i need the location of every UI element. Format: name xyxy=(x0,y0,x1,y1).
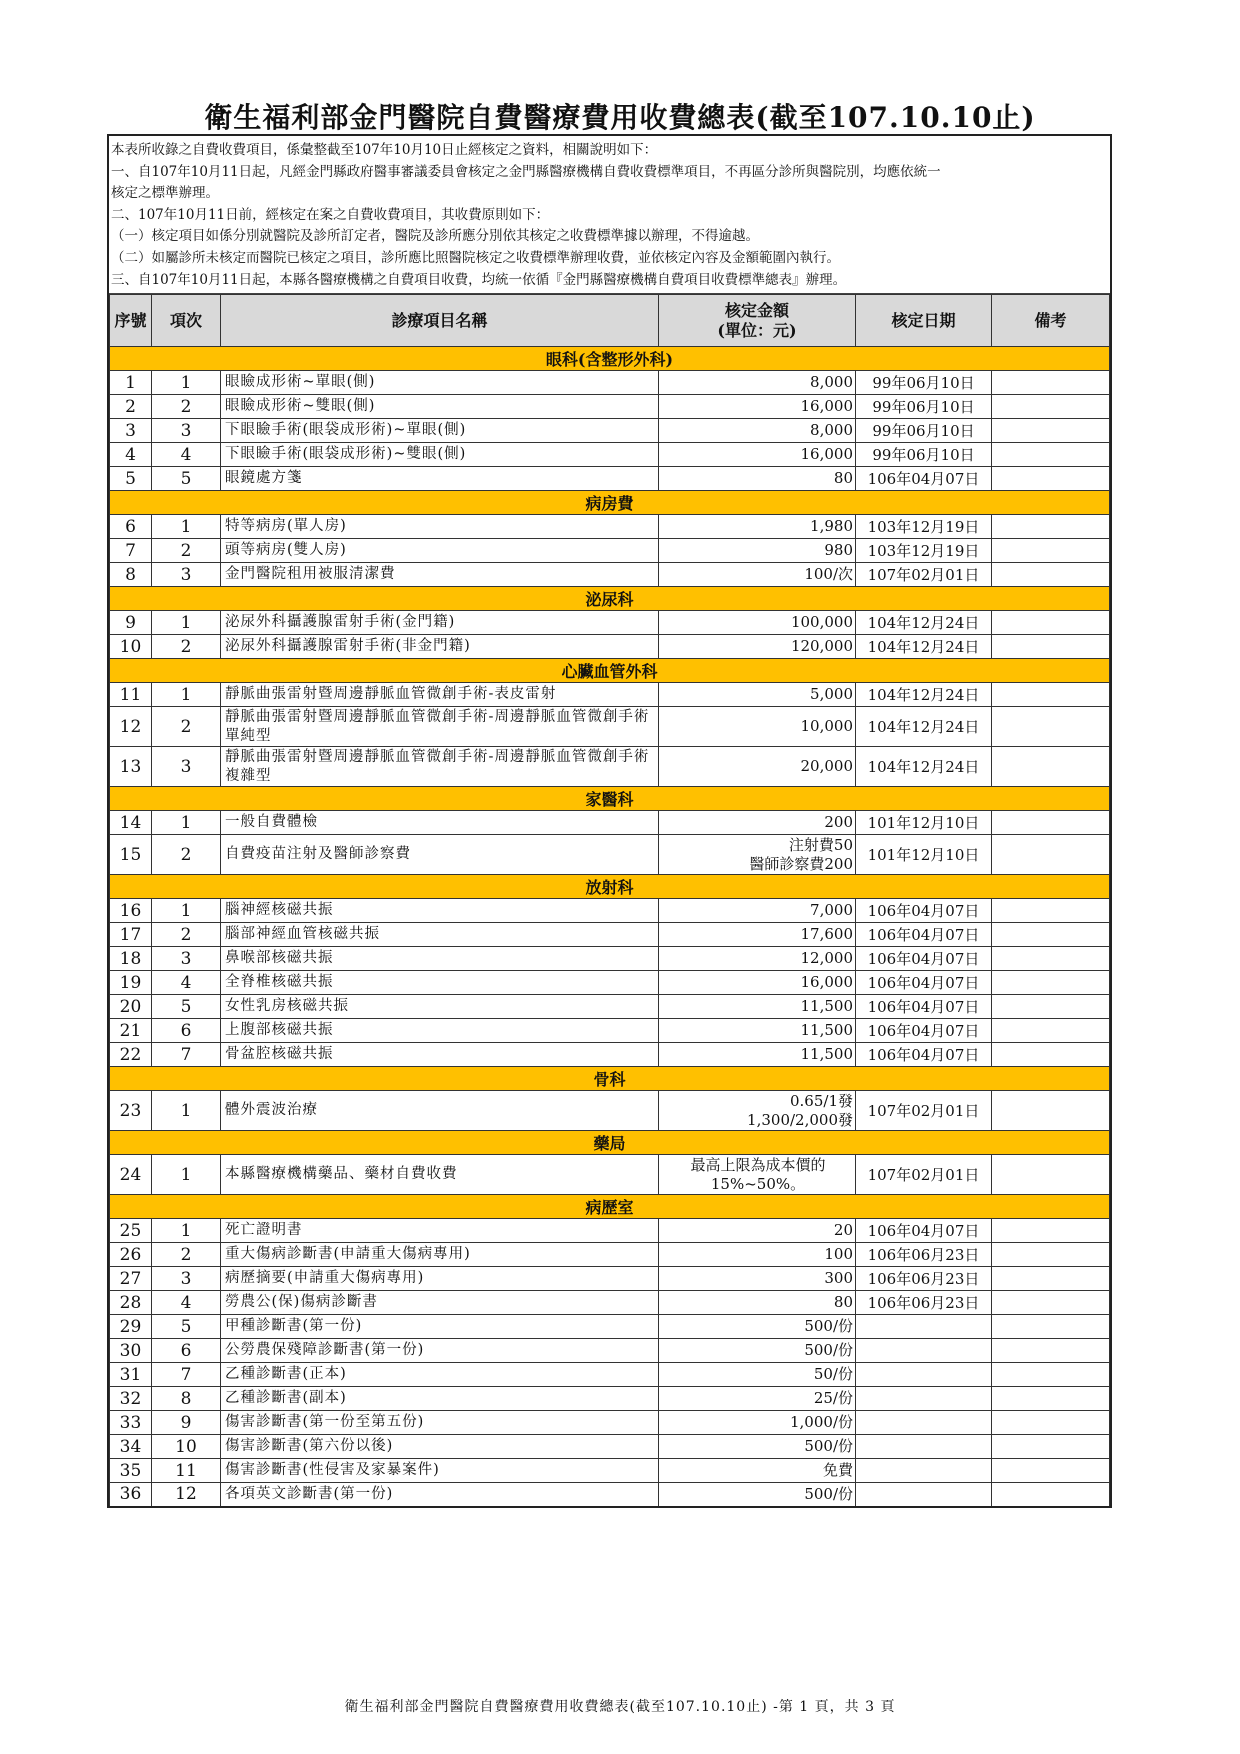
name-cell: 傷害診斷書(第六份以後) xyxy=(221,1435,659,1459)
remark-cell xyxy=(992,1267,1110,1291)
remark-cell xyxy=(992,1387,1110,1411)
item-cell: 4 xyxy=(152,443,221,467)
table-row xyxy=(110,563,1110,587)
item-cell: 1 xyxy=(152,1091,221,1131)
remark-cell xyxy=(992,635,1110,659)
date-cell: 99年06月10日 xyxy=(856,419,992,443)
item-cell: 2 xyxy=(152,635,221,659)
amount-cell: 200 xyxy=(659,811,856,835)
serial-cell: 9 xyxy=(110,611,152,635)
remark-cell xyxy=(992,395,1110,419)
table-row xyxy=(110,835,1110,875)
amount-cell: 16,000 xyxy=(659,395,856,419)
item-cell: 1 xyxy=(152,899,221,923)
table-row xyxy=(110,1339,1110,1363)
date-cell xyxy=(856,1411,992,1435)
table-row xyxy=(110,811,1110,835)
date-cell: 104年12月24日 xyxy=(856,611,992,635)
remark-cell xyxy=(992,995,1110,1019)
remark-cell xyxy=(992,419,1110,443)
serial-cell: 23 xyxy=(110,1091,152,1131)
table-row xyxy=(110,371,1110,395)
table-row xyxy=(110,1483,1110,1507)
serial-cell: 14 xyxy=(110,811,152,835)
item-cell: 7 xyxy=(152,1363,221,1387)
section-title: 心臟血管外科 xyxy=(110,659,1110,683)
name-cell: 靜脈曲張雷射暨周邊靜脈血管微創手術-周邊靜脈血管微創手術單純型 xyxy=(221,707,659,747)
name-cell: 傷害診斷書(第一份至第五份) xyxy=(221,1411,659,1435)
amount-cell: 11,500 xyxy=(659,1019,856,1043)
serial-cell: 32 xyxy=(110,1387,152,1411)
table-row xyxy=(110,899,1110,923)
name-cell: 公勞農保殘障診斷書(第一份) xyxy=(221,1339,659,1363)
table-row xyxy=(110,1291,1110,1315)
remark-cell xyxy=(992,1019,1110,1043)
note-line: 二、107年10月11日前，經核定在案之自費收費項目，其收費原則如下： xyxy=(111,206,550,223)
table-row xyxy=(110,707,1110,747)
remark-cell xyxy=(992,947,1110,971)
table-row xyxy=(110,1459,1110,1483)
table-row xyxy=(110,923,1110,947)
name-cell: 金門醫院租用被服清潔費 xyxy=(221,563,659,587)
table-row xyxy=(110,1043,1110,1067)
date-cell: 106年04月07日 xyxy=(856,1219,992,1243)
name-cell: 下眼瞼手術(眼袋成形術)~單眼(側) xyxy=(221,419,659,443)
section-title: 眼科(含整形外科) xyxy=(110,347,1110,371)
remark-cell xyxy=(992,1483,1110,1507)
amount-cell: 100/次 xyxy=(659,563,856,587)
name-cell: 腦部神經血管核磁共振 xyxy=(221,923,659,947)
section-title: 放射科 xyxy=(110,875,1110,899)
amount-cell: 980 xyxy=(659,539,856,563)
item-cell: 2 xyxy=(152,835,221,875)
section-header-row xyxy=(110,659,1110,683)
note-line: 一、自107年10月11日起，凡經金門縣政府醫事審議委員會核定之金門縣醫療機構自費收費標準項目，不再區分診所與醫院別，均應依統一 xyxy=(111,163,941,180)
serial-cell: 11 xyxy=(110,683,152,707)
amount-cell: 500/份 xyxy=(659,1483,856,1507)
item-cell: 1 xyxy=(152,811,221,835)
table-row xyxy=(110,747,1110,787)
page-footer: 衛生福利部金門醫院自費醫療費用收費總表(截至107.10.10止) -第 1 頁，共 3 頁 xyxy=(344,1699,896,1715)
section-header-row xyxy=(110,787,1110,811)
amount-line: 15%~50%。 xyxy=(710,1174,806,1193)
amount-line: 醫師診察費200 xyxy=(749,854,853,873)
name-cell: 全脊椎核磁共振 xyxy=(221,971,659,995)
serial-cell: 3 xyxy=(110,419,152,443)
remark-cell xyxy=(992,1411,1110,1435)
remark-cell xyxy=(992,1243,1110,1267)
item-cell: 8 xyxy=(152,1387,221,1411)
remark-cell xyxy=(992,683,1110,707)
serial-cell: 36 xyxy=(110,1483,152,1507)
date-cell: 106年04月07日 xyxy=(856,467,992,491)
remark-cell xyxy=(992,467,1110,491)
serial-cell: 33 xyxy=(110,1411,152,1435)
serial-cell: 24 xyxy=(110,1155,152,1195)
section-title: 病房費 xyxy=(110,491,1110,515)
serial-cell: 4 xyxy=(110,443,152,467)
item-cell: 6 xyxy=(152,1339,221,1363)
item-cell: 1 xyxy=(152,515,221,539)
serial-cell: 6 xyxy=(110,515,152,539)
name-cell: 體外震波治療 xyxy=(221,1091,659,1131)
amount-line: 0.65/1發 xyxy=(790,1091,853,1110)
amount-cell xyxy=(659,1155,856,1195)
remark-cell xyxy=(992,1155,1110,1195)
name-cell: 自費疫苗注射及醫師診察費 xyxy=(221,835,659,875)
table-row xyxy=(110,635,1110,659)
amount-header-line1: 核定金額 xyxy=(724,300,789,320)
section-title: 泌尿科 xyxy=(110,587,1110,611)
date-cell: 106年04月07日 xyxy=(856,899,992,923)
col-header-name: 診療項目名稱 xyxy=(221,295,659,347)
amount-header-line2: (單位：元) xyxy=(717,320,797,340)
table-row xyxy=(110,971,1110,995)
item-cell: 2 xyxy=(152,923,221,947)
name-cell: 眼鏡處方箋 xyxy=(221,467,659,491)
date-cell: 106年06月23日 xyxy=(856,1267,992,1291)
name-cell: 特等病房(單人房) xyxy=(221,515,659,539)
item-cell: 5 xyxy=(152,1315,221,1339)
table-row xyxy=(110,467,1110,491)
serial-cell: 25 xyxy=(110,1219,152,1243)
amount-cell: 100,000 xyxy=(659,611,856,635)
table-row xyxy=(110,1315,1110,1339)
item-cell: 3 xyxy=(152,947,221,971)
date-cell: 106年06月23日 xyxy=(856,1243,992,1267)
amount-cell xyxy=(659,1091,856,1131)
date-cell: 101年12月10日 xyxy=(856,835,992,875)
item-cell: 1 xyxy=(152,1219,221,1243)
fee-sheet xyxy=(107,134,1112,1508)
item-cell: 9 xyxy=(152,1411,221,1435)
note-line: 核定之標準辦理。 xyxy=(111,185,219,202)
col-header-amount xyxy=(659,295,856,347)
date-cell: 103年12月19日 xyxy=(856,515,992,539)
name-cell: 靜脈曲張雷射暨周邊靜脈血管微創手術-表皮雷射 xyxy=(221,683,659,707)
item-cell: 7 xyxy=(152,1043,221,1067)
table-row xyxy=(110,1219,1110,1243)
name-cell: 上腹部核磁共振 xyxy=(221,1019,659,1043)
date-cell: 99年06月10日 xyxy=(856,371,992,395)
date-cell: 104年12月24日 xyxy=(856,747,992,787)
name-cell: 頭等病房(雙人房) xyxy=(221,539,659,563)
amount-cell: 20,000 xyxy=(659,747,856,787)
amount-cell: 12,000 xyxy=(659,947,856,971)
name-cell: 骨盆腔核磁共振 xyxy=(221,1043,659,1067)
amount-cell: 20 xyxy=(659,1219,856,1243)
table-row xyxy=(110,515,1110,539)
serial-cell: 19 xyxy=(110,971,152,995)
name-cell: 甲種診斷書(第一份) xyxy=(221,1315,659,1339)
item-cell: 3 xyxy=(152,419,221,443)
amount-cell: 25/份 xyxy=(659,1387,856,1411)
table-row xyxy=(110,1387,1110,1411)
table-row xyxy=(110,539,1110,563)
name-cell: 眼瞼成形術~單眼(側) xyxy=(221,371,659,395)
section-title: 家醫科 xyxy=(110,787,1110,811)
serial-cell: 21 xyxy=(110,1019,152,1043)
serial-cell: 29 xyxy=(110,1315,152,1339)
col-header-remark: 備考 xyxy=(992,295,1110,347)
amount-cell: 10,000 xyxy=(659,707,856,747)
date-cell: 101年12月10日 xyxy=(856,811,992,835)
remark-cell xyxy=(992,1339,1110,1363)
date-cell xyxy=(856,1339,992,1363)
remark-cell xyxy=(992,811,1110,835)
name-cell: 眼瞼成形術~雙眼(側) xyxy=(221,395,659,419)
item-cell: 5 xyxy=(152,995,221,1019)
remark-cell xyxy=(992,1291,1110,1315)
table-row xyxy=(110,419,1110,443)
item-cell: 2 xyxy=(152,539,221,563)
date-cell: 104年12月24日 xyxy=(856,635,992,659)
amount-cell: 500/份 xyxy=(659,1315,856,1339)
date-cell: 106年06月23日 xyxy=(856,1291,992,1315)
remark-cell xyxy=(992,443,1110,467)
serial-cell: 10 xyxy=(110,635,152,659)
name-cell: 乙種診斷書(正本) xyxy=(221,1363,659,1387)
remark-cell xyxy=(992,1315,1110,1339)
date-cell: 107年02月01日 xyxy=(856,563,992,587)
item-cell: 3 xyxy=(152,1267,221,1291)
serial-cell: 16 xyxy=(110,899,152,923)
amount-cell: 11,500 xyxy=(659,995,856,1019)
item-cell: 6 xyxy=(152,1019,221,1043)
remark-cell xyxy=(992,563,1110,587)
note-line: （一）核定項目如係分別就醫院及診所訂定者，醫院及診所應分別依其核定之收費標準據以辦理，不得逾越。 xyxy=(111,228,759,245)
section-header-row xyxy=(110,491,1110,515)
date-cell: 106年04月07日 xyxy=(856,971,992,995)
remark-cell xyxy=(992,1363,1110,1387)
name-cell: 本縣醫療機構藥品、藥材自費收費 xyxy=(221,1155,659,1195)
date-cell xyxy=(856,1459,992,1483)
remark-cell xyxy=(992,1043,1110,1067)
serial-cell: 2 xyxy=(110,395,152,419)
date-cell: 106年04月07日 xyxy=(856,923,992,947)
item-cell: 4 xyxy=(152,1291,221,1315)
date-cell: 106年04月07日 xyxy=(856,995,992,1019)
serial-cell: 20 xyxy=(110,995,152,1019)
item-cell: 2 xyxy=(152,707,221,747)
date-cell xyxy=(856,1363,992,1387)
table-header-row xyxy=(110,295,1110,347)
date-cell: 99年06月10日 xyxy=(856,443,992,467)
name-cell: 傷害診斷書(性侵害及家暴案件) xyxy=(221,1459,659,1483)
serial-cell: 15 xyxy=(110,835,152,875)
section-title: 病歷室 xyxy=(110,1195,1110,1219)
document-title: 衛生福利部金門醫院自費醫療費用收費總表(截至107.10.10止) xyxy=(204,101,1036,134)
item-cell: 2 xyxy=(152,1243,221,1267)
amount-cell xyxy=(659,835,856,875)
amount-cell: 80 xyxy=(659,1291,856,1315)
name-cell: 腦神經核磁共振 xyxy=(221,899,659,923)
serial-cell: 5 xyxy=(110,467,152,491)
remark-cell xyxy=(992,1459,1110,1483)
amount-cell: 50/份 xyxy=(659,1363,856,1387)
name-cell: 泌尿外科攝護腺雷射手術(金門籍) xyxy=(221,611,659,635)
amount-cell: 16,000 xyxy=(659,971,856,995)
date-cell: 107年02月01日 xyxy=(856,1091,992,1131)
note-line: 三、自107年10月11日起，本縣各醫療機構之自費項目收費，均統一依循『金門縣醫療機構自費項目收費標準總表』辦理。 xyxy=(111,271,847,288)
remark-cell xyxy=(992,1091,1110,1131)
remark-cell xyxy=(992,371,1110,395)
table-row xyxy=(110,1243,1110,1267)
note-line: 本表所收錄之自費收費項目，係彙整截至107年10月10日止經核定之資料，相關說明如下： xyxy=(111,142,658,158)
date-cell xyxy=(856,1387,992,1411)
amount-cell: 7,000 xyxy=(659,899,856,923)
date-cell: 106年04月07日 xyxy=(856,947,992,971)
serial-cell: 7 xyxy=(110,539,152,563)
amount-cell: 500/份 xyxy=(659,1435,856,1459)
serial-cell: 35 xyxy=(110,1459,152,1483)
fee-table xyxy=(109,294,1110,1508)
amount-line: 1,300/2,000發 xyxy=(747,1110,853,1129)
name-cell: 重大傷病診斷書(申請重大傷病專用) xyxy=(221,1243,659,1267)
section-header-row xyxy=(110,875,1110,899)
item-cell: 5 xyxy=(152,467,221,491)
serial-cell: 22 xyxy=(110,1043,152,1067)
date-cell: 103年12月19日 xyxy=(856,539,992,563)
name-cell: 各項英文診斷書(第一份) xyxy=(221,1483,659,1507)
notes-block xyxy=(109,136,1110,294)
table-row xyxy=(110,1411,1110,1435)
section-title: 藥局 xyxy=(110,1131,1110,1155)
remark-cell xyxy=(992,611,1110,635)
amount-cell: 16,000 xyxy=(659,443,856,467)
item-cell: 4 xyxy=(152,971,221,995)
item-cell: 11 xyxy=(152,1459,221,1483)
name-cell: 鼻喉部核磁共振 xyxy=(221,947,659,971)
amount-cell: 100 xyxy=(659,1243,856,1267)
name-cell: 死亡證明書 xyxy=(221,1219,659,1243)
remark-cell xyxy=(992,707,1110,747)
name-cell: 一般自費體檢 xyxy=(221,811,659,835)
item-cell: 1 xyxy=(152,611,221,635)
table-row xyxy=(110,395,1110,419)
amount-line: 最高上限為成本價的 xyxy=(690,1155,826,1174)
item-cell: 1 xyxy=(152,1155,221,1195)
remark-cell xyxy=(992,923,1110,947)
table-row xyxy=(110,611,1110,635)
table-row xyxy=(110,947,1110,971)
serial-cell: 30 xyxy=(110,1339,152,1363)
section-header-row xyxy=(110,347,1110,371)
date-cell: 106年04月07日 xyxy=(856,1043,992,1067)
serial-cell: 28 xyxy=(110,1291,152,1315)
date-cell xyxy=(856,1315,992,1339)
amount-cell: 300 xyxy=(659,1267,856,1291)
date-cell: 99年06月10日 xyxy=(856,395,992,419)
serial-cell: 18 xyxy=(110,947,152,971)
name-cell: 泌尿外科攝護腺雷射手術(非金門籍) xyxy=(221,635,659,659)
name-cell: 病歷摘要(申請重大傷病專用) xyxy=(221,1267,659,1291)
table-row xyxy=(110,683,1110,707)
table-row xyxy=(110,443,1110,467)
name-cell: 乙種診斷書(副本) xyxy=(221,1387,659,1411)
date-cell: 104年12月24日 xyxy=(856,683,992,707)
serial-cell: 34 xyxy=(110,1435,152,1459)
remark-cell xyxy=(992,899,1110,923)
col-header-date: 核定日期 xyxy=(856,295,992,347)
table-row xyxy=(110,1091,1110,1131)
amount-cell: 80 xyxy=(659,467,856,491)
item-cell: 3 xyxy=(152,747,221,787)
serial-cell: 27 xyxy=(110,1267,152,1291)
remark-cell xyxy=(992,835,1110,875)
item-cell: 3 xyxy=(152,563,221,587)
serial-cell: 31 xyxy=(110,1363,152,1387)
amount-cell: 17,600 xyxy=(659,923,856,947)
table-row xyxy=(110,1363,1110,1387)
col-header-item: 項次 xyxy=(152,295,221,347)
amount-cell: 1,980 xyxy=(659,515,856,539)
date-cell xyxy=(856,1435,992,1459)
amount-cell: 500/份 xyxy=(659,1339,856,1363)
name-cell: 勞農公(保)傷病診斷書 xyxy=(221,1291,659,1315)
serial-cell: 13 xyxy=(110,747,152,787)
item-cell: 10 xyxy=(152,1435,221,1459)
date-cell: 104年12月24日 xyxy=(856,707,992,747)
amount-cell: 5,000 xyxy=(659,683,856,707)
col-header-serial: 序號 xyxy=(110,295,152,347)
table-row xyxy=(110,1019,1110,1043)
section-title: 骨科 xyxy=(110,1067,1110,1091)
date-cell: 106年04月07日 xyxy=(856,1019,992,1043)
amount-cell: 8,000 xyxy=(659,371,856,395)
section-header-row xyxy=(110,587,1110,611)
note-line: （二）如屬診所未核定而醫院已核定之項目，診所應比照醫院核定之收費標準辦理收費，並依核定內容及金額範圍內執行。 xyxy=(111,249,840,266)
amount-cell: 1,000/份 xyxy=(659,1411,856,1435)
amount-cell: 8,000 xyxy=(659,419,856,443)
remark-cell xyxy=(992,539,1110,563)
remark-cell xyxy=(992,971,1110,995)
serial-cell: 26 xyxy=(110,1243,152,1267)
item-cell: 12 xyxy=(152,1483,221,1507)
name-cell: 靜脈曲張雷射暨周邊靜脈血管微創手術-周邊靜脈血管微創手術複雜型 xyxy=(221,747,659,787)
amount-cell: 120,000 xyxy=(659,635,856,659)
section-header-row xyxy=(110,1131,1110,1155)
remark-cell xyxy=(992,515,1110,539)
serial-cell: 1 xyxy=(110,371,152,395)
item-cell: 1 xyxy=(152,683,221,707)
name-cell: 下眼瞼手術(眼袋成形術)~雙眼(側) xyxy=(221,443,659,467)
serial-cell: 12 xyxy=(110,707,152,747)
serial-cell: 8 xyxy=(110,563,152,587)
serial-cell: 17 xyxy=(110,923,152,947)
amount-cell: 免費 xyxy=(659,1459,856,1483)
item-cell: 1 xyxy=(152,371,221,395)
remark-cell xyxy=(992,1435,1110,1459)
remark-cell xyxy=(992,747,1110,787)
amount-cell: 11,500 xyxy=(659,1043,856,1067)
table-row xyxy=(110,995,1110,1019)
name-cell: 女性乳房核磁共振 xyxy=(221,995,659,1019)
table-body xyxy=(110,347,1110,1507)
date-cell: 107年02月01日 xyxy=(856,1155,992,1195)
amount-line: 注射費50 xyxy=(788,835,853,854)
table-row xyxy=(110,1435,1110,1459)
section-header-row xyxy=(110,1067,1110,1091)
item-cell: 2 xyxy=(152,395,221,419)
section-header-row xyxy=(110,1195,1110,1219)
table-row xyxy=(110,1155,1110,1195)
date-cell xyxy=(856,1483,992,1507)
remark-cell xyxy=(992,1219,1110,1243)
table-row xyxy=(110,1267,1110,1291)
